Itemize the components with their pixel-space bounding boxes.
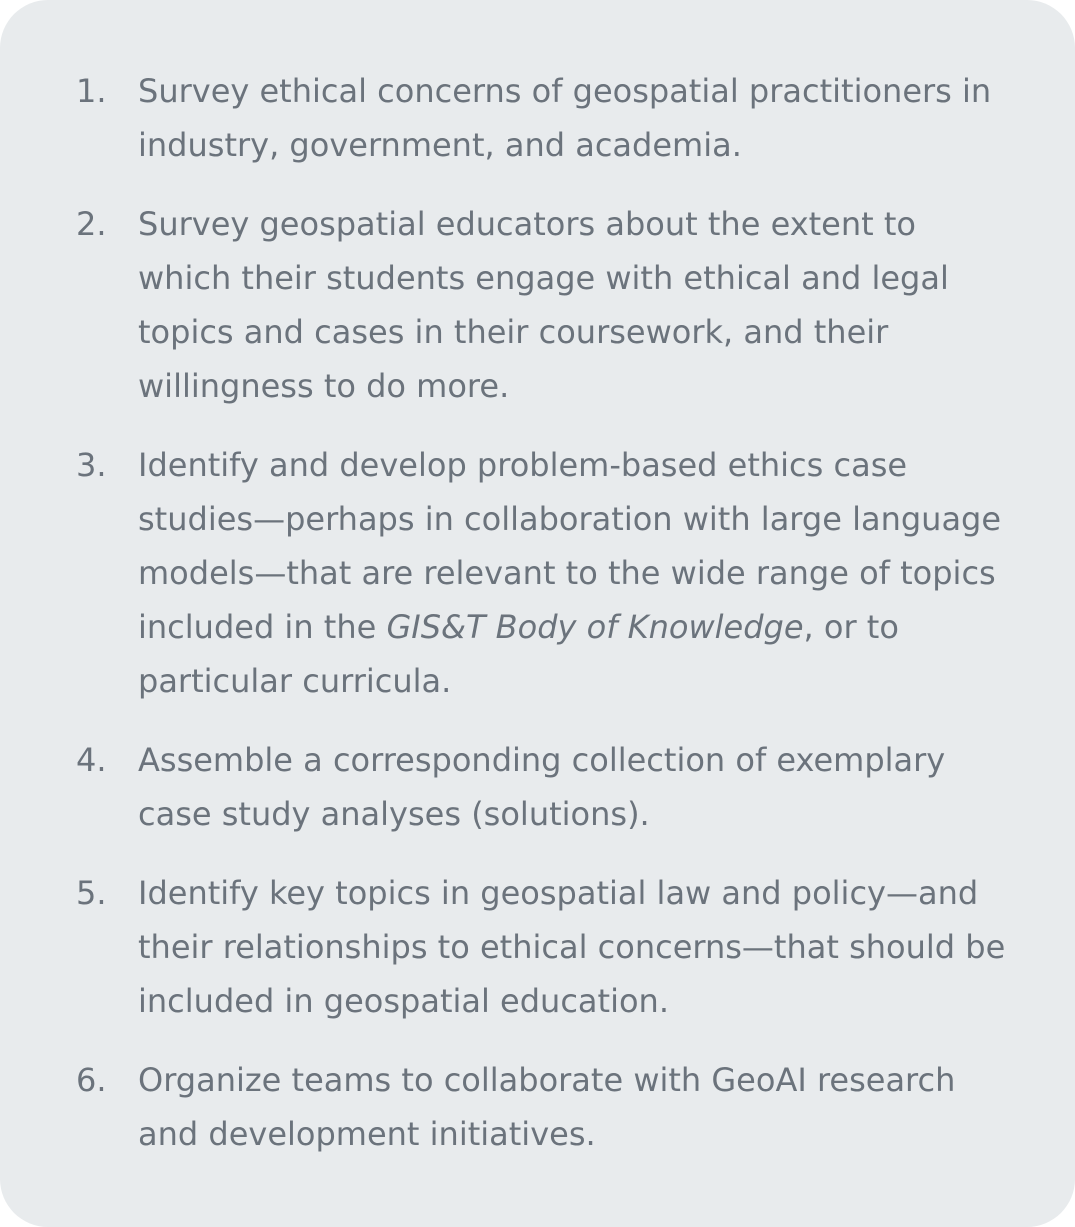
item-text: Survey geospatial educators about the extent to which their students engage with ethical and legal topics and cases in their coursework, and their willingness to do more. [138, 205, 949, 405]
list-item [0, 866, 1075, 1028]
item-number: 6. [76, 1061, 107, 1099]
item-number: 2. [76, 205, 107, 243]
item-number: 1. [76, 72, 107, 110]
list-item [0, 438, 1075, 708]
list-item [0, 733, 1075, 841]
list-item [0, 64, 1075, 172]
item-number: 3. [76, 446, 107, 484]
item-number: 5. [76, 874, 107, 912]
recommendations-list [0, 64, 1075, 1186]
item-text: Identify key topics in geospatial law and policy—and their relationships to ethical concerns—that should be included in geospatial education. [138, 874, 1006, 1020]
item-text: Survey ethical concerns of geospatial practitioners in industry, government, and academia. [138, 72, 992, 164]
item-text: Assemble a corresponding collection of exemplary case study analyses (solutions). [138, 741, 946, 833]
list-item [0, 1053, 1075, 1161]
list-item [0, 197, 1075, 413]
item-text: Organize teams to collaborate with GeoAI research and development initiatives. [138, 1061, 956, 1153]
item-text: Identify and develop problem-based ethics case studies—perhaps in collaboration with large language models—that are relevant to the wide range of topics included in the GIS&T Body of Knowledge, or to particular curricula. [138, 446, 1002, 700]
italic-title: GIS&T Body of Knowledge [386, 608, 804, 646]
item-number: 4. [76, 741, 107, 779]
